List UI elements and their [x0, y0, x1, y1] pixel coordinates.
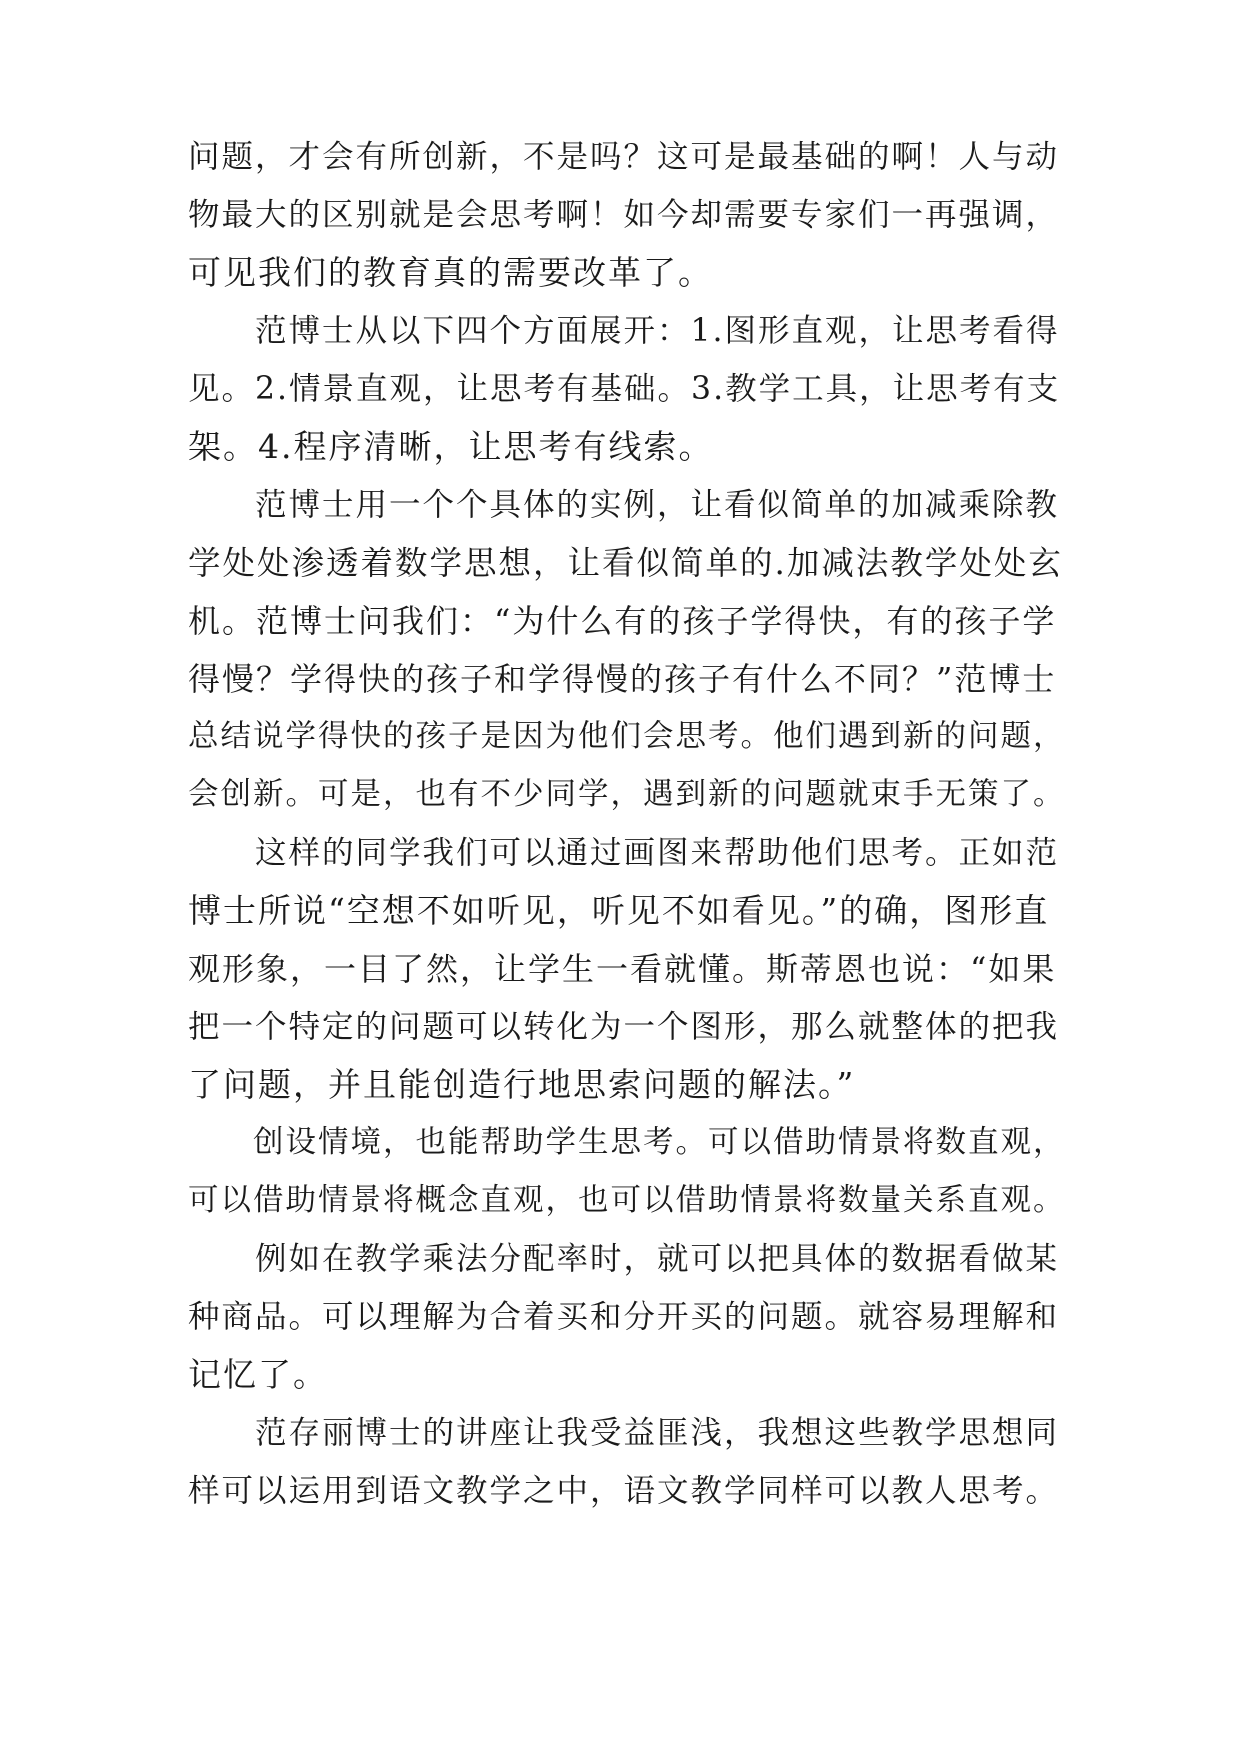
text-line: 种商品。可以理解为合着买和分开买的问题。就容易理解和 — [188, 1299, 1060, 1335]
text-line: 得慢？学得快的孩子和学得慢的孩子有什么不同？”范博士 — [188, 660, 1057, 698]
text-line: 样可以运用到语文教学之中，语文教学同样可以教人思考。 — [188, 1473, 1060, 1509]
text-line: 见。2.情景直观，让思考有基础。3.教学工具，让思考有支 — [188, 371, 1061, 407]
text-line: 会创新。可是，也有不少同学，遇到新的问题就束手无策了。 — [188, 777, 1066, 812]
body-text — [188, 128, 1068, 1520]
text-line: 例如在教学乘法分配率时，就可以把具体的数据看做某 — [188, 1241, 1060, 1277]
text-line: 范博士用一个个具体的实例，让看似简单的加减乘除教 — [188, 487, 1060, 523]
text-line: 创设情境，也能帮助学生思考。可以借助情景将数直观， — [188, 1125, 1066, 1160]
text-line: 可以借助情景将概念直观，也可以借助情景将数量关系直观。 — [188, 1183, 1066, 1218]
text-line: 这样的同学我们可以通过画图来帮助他们思考。正如范 — [188, 835, 1060, 871]
text-line: 架。4.程序清晰，让思考有线索。 — [188, 427, 714, 466]
text-line: 博士所说“空想不如听见，听见不如看见。”的确，图形直 — [188, 891, 1050, 930]
text-line: 记忆了。 — [188, 1355, 328, 1394]
text-line: 机。范博士问我们：“为什么有的孩子学得快，有的孩子学 — [188, 602, 1057, 640]
text-line: 了问题，并且能创造行地思索问题的解法。” — [188, 1065, 856, 1104]
text-line: 范博士从以下四个方面展开：1.图形直观，让思考看得 — [188, 313, 1060, 349]
text-line: 观形象，一目了然，让学生一看就懂。斯蒂恩也说：“如果 — [188, 950, 1057, 988]
text-line: 可见我们的教育真的需要改革了。 — [188, 253, 713, 292]
text-line: 把一个特定的问题可以转化为一个图形，那么就整体的把我 — [188, 1009, 1060, 1045]
text-line: 学处处渗透着数学思想，让看似简单的.加减法教学处处玄 — [188, 544, 1063, 582]
text-line: 总结说学得快的孩子是因为他们会思考。他们遇到新的问题， — [188, 719, 1066, 754]
text-line: 物最大的区别就是会思考啊！如今却需要专家们一再强调， — [188, 197, 1060, 233]
text-line: 范存丽博士的讲座让我受益匪浅，我想这些教学思想同 — [188, 1415, 1060, 1451]
text-line: 问题，才会有所创新，不是吗？这可是最基础的啊！人与动 — [188, 139, 1060, 175]
